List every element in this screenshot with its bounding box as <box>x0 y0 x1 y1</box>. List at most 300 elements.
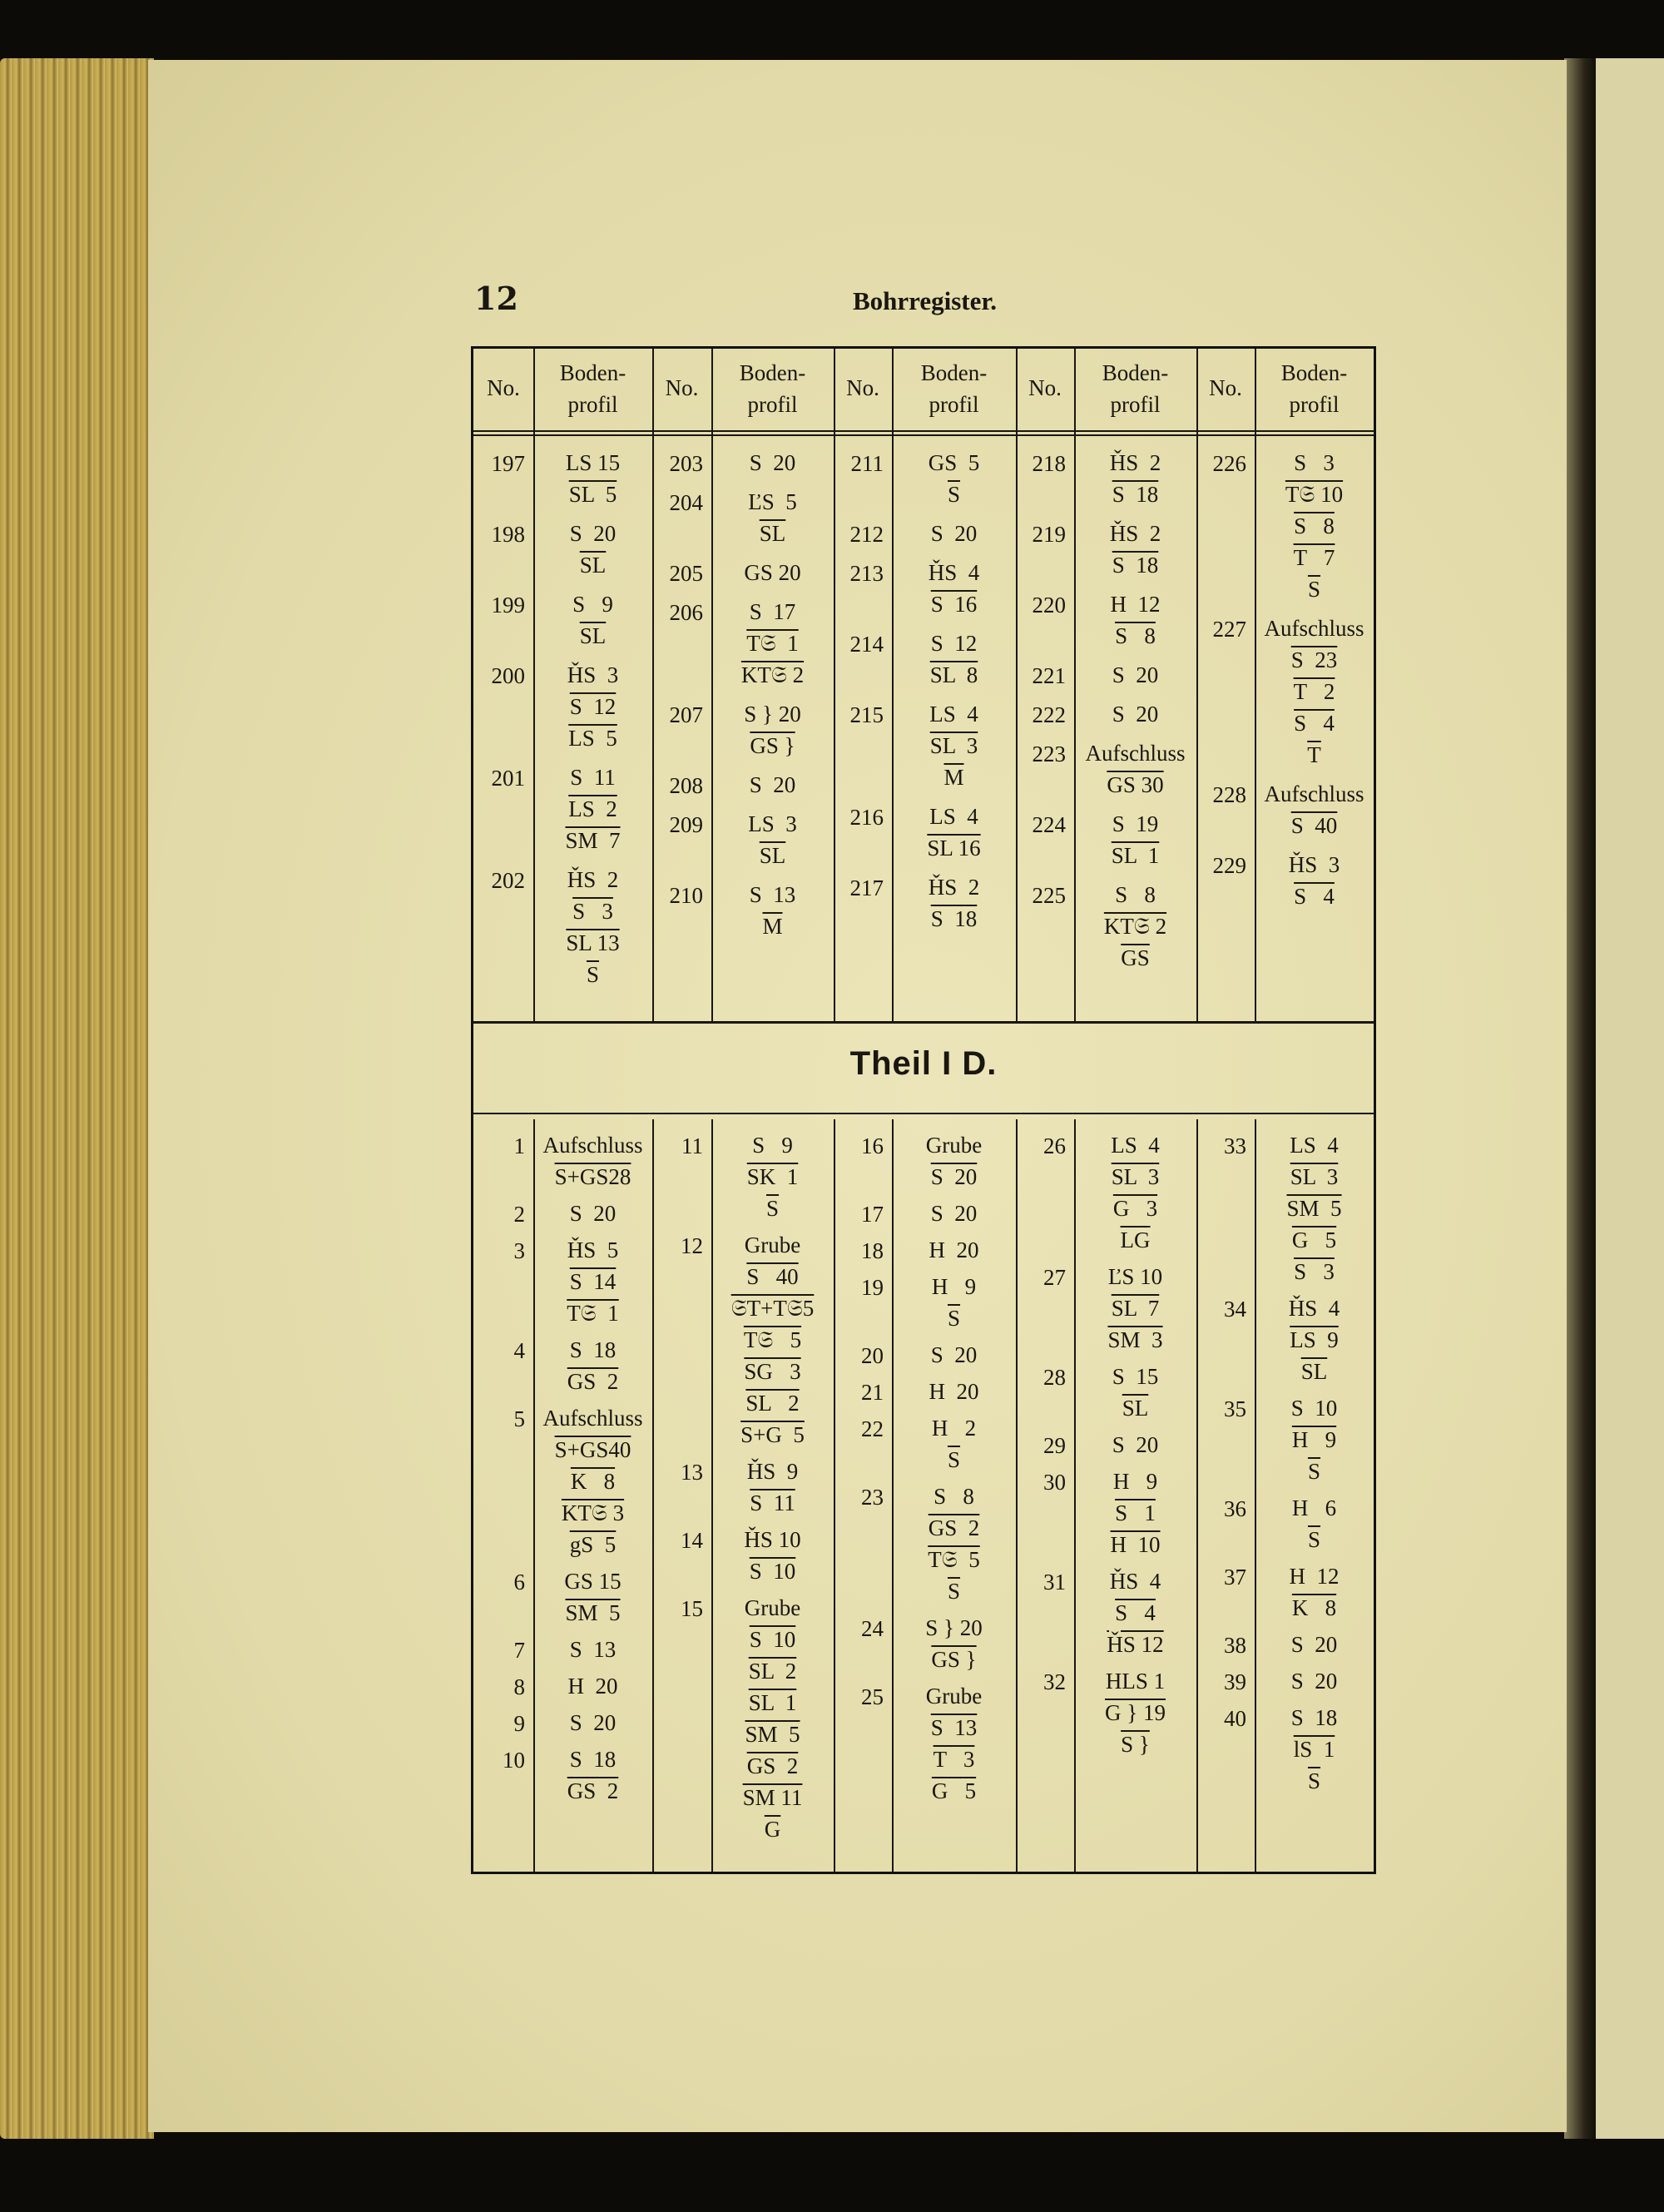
profile-layer: $\overline{M}$ <box>943 765 964 790</box>
soil-profile <box>533 1565 652 1629</box>
profile-layer: T𝔖 5 <box>743 1327 802 1352</box>
soil-profile <box>1074 1565 1196 1660</box>
bore-number: 35 <box>1224 1396 1246 1421</box>
soil-profile <box>533 659 652 754</box>
soil-profile <box>533 447 652 510</box>
profile-layer: S 12 <box>569 694 617 719</box>
soil-profile <box>1074 879 1196 974</box>
bore-number: 211 <box>850 451 884 476</box>
bore-number: 7 <box>513 1638 525 1663</box>
profile-layer: $\overline{SL}$ <box>1122 1396 1149 1421</box>
soil-profile <box>892 1376 1016 1407</box>
soil-profile <box>892 1339 1016 1371</box>
soil-profile <box>711 1229 834 1451</box>
profile-layer: lS 1 <box>1293 1737 1335 1762</box>
header-no: No. <box>1209 375 1242 400</box>
soil-profile <box>1074 1261 1196 1356</box>
profile-layer: S 18 <box>930 906 978 931</box>
profile-layer: S 18 <box>569 1747 617 1772</box>
bore-number: 227 <box>1212 617 1246 642</box>
profile-layer: ĽS 10 <box>1107 1264 1163 1289</box>
profile-layer: ȞS 2 <box>928 875 980 900</box>
profile-layer: S 15 <box>1112 1364 1159 1389</box>
profile-layer: Aufschluss <box>542 1133 643 1158</box>
soil-profile <box>711 1129 834 1224</box>
soil-profile <box>533 1634 652 1665</box>
bore-number: 33 <box>1224 1133 1246 1158</box>
profile-layer: S 20 <box>569 1201 617 1226</box>
soil-profile <box>1074 447 1196 510</box>
section-rule <box>473 1113 1374 1114</box>
profile-layer: $\overline{S}$ <box>947 1447 961 1472</box>
soil-profile <box>533 761 652 856</box>
soil-profile <box>1255 849 1374 912</box>
bore-number: 201 <box>491 766 525 791</box>
profile-layer: GS 2 <box>567 1369 619 1394</box>
soil-profile <box>892 698 1016 793</box>
facing-page <box>1596 58 1664 2139</box>
profile-layer: SL 2 <box>748 1659 797 1684</box>
bore-number: 18 <box>861 1238 884 1263</box>
profile-layer: GS } <box>931 1647 977 1672</box>
book-page-edges <box>0 58 154 2139</box>
bore-number: 198 <box>491 522 525 547</box>
soil-profile <box>892 1680 1016 1807</box>
profile-layer: S 8 <box>934 1484 974 1509</box>
soil-profile <box>1255 1702 1374 1797</box>
header-no: No. <box>665 375 699 400</box>
header-rule-double <box>473 434 1374 436</box>
profile-layer: S 40 <box>746 1264 799 1289</box>
profile-layer: S+GS28 <box>554 1164 631 1189</box>
soil-profile <box>533 1198 652 1229</box>
bore-number: 199 <box>491 593 525 617</box>
profile-layer: S 4 <box>1294 711 1335 736</box>
profile-layer: LS 4 <box>1111 1133 1160 1158</box>
soil-profile <box>1074 1466 1196 1560</box>
profile-layer: H 2 <box>931 1416 977 1441</box>
profile-layer: S 9 <box>572 592 613 617</box>
bore-number: 221 <box>1032 663 1066 688</box>
bore-number: 31 <box>1043 1570 1066 1595</box>
profile-layer: S 23 <box>1290 647 1338 672</box>
profile-layer: S 4 <box>1294 884 1335 909</box>
profile-layer: $\overline{S}$ <box>947 1579 961 1604</box>
soil-profile <box>711 808 834 871</box>
profile-layer: gS 5 <box>569 1532 617 1557</box>
bore-number: 37 <box>1224 1565 1246 1590</box>
bore-number: 202 <box>491 868 525 893</box>
profile-layer: G 3 <box>1112 1196 1158 1221</box>
profile-layer: $\overline{S}$ <box>1307 1527 1321 1552</box>
bore-number: 28 <box>1043 1365 1066 1390</box>
profile-layer: ȞS 5 <box>567 1237 619 1262</box>
profile-layer: S 11 <box>570 765 616 790</box>
profile-layer: $\overline{S}$ <box>765 1196 780 1221</box>
bore-number: 225 <box>1032 883 1066 908</box>
bore-number: 15 <box>681 1596 703 1621</box>
soil-profile <box>711 486 834 549</box>
profile-layer: SL 13 <box>566 930 620 955</box>
bore-number: 203 <box>669 451 703 476</box>
soil-profile <box>892 1612 1016 1675</box>
bore-number: 220 <box>1032 593 1066 617</box>
bore-number: 216 <box>849 805 884 830</box>
profile-layer: SM 7 <box>565 828 621 853</box>
profile-layer: S 8 <box>1115 882 1156 907</box>
bore-number: 200 <box>491 663 525 688</box>
soil-profile <box>892 447 1016 510</box>
soil-profile <box>1255 1129 1374 1287</box>
bore-number: 205 <box>669 561 703 586</box>
header-profile: Boden- profil <box>920 360 988 417</box>
profile-layer: S 20 <box>749 450 796 475</box>
profile-layer: LS 3 <box>748 811 797 836</box>
profile-layer: $\overline{G}$ <box>764 1817 781 1842</box>
soil-profile <box>1255 1665 1374 1697</box>
running-head: Bohrregister. <box>853 286 998 315</box>
borehole-register-table <box>471 346 1376 1874</box>
profile-layer: GS 5 <box>928 450 980 475</box>
header-rule <box>473 430 1374 432</box>
profile-layer: S } 20 <box>925 1615 983 1640</box>
bore-number: 8 <box>513 1674 525 1699</box>
bore-number: 210 <box>669 883 703 908</box>
soil-profile <box>711 1592 834 1845</box>
profile-layer: S 20 <box>930 1201 978 1226</box>
bore-number: 206 <box>669 600 703 625</box>
soil-profile <box>892 1412 1016 1475</box>
bore-number: 13 <box>681 1460 703 1485</box>
profile-layer: S 14 <box>569 1269 617 1294</box>
bore-number: 223 <box>1032 741 1066 766</box>
profile-layer: S 8 <box>1115 623 1156 648</box>
header-no: No. <box>487 375 520 400</box>
profile-layer: ȞS 2 <box>1109 521 1161 546</box>
soil-profile <box>711 557 834 588</box>
profile-layer: SM 5 <box>745 1722 800 1747</box>
profile-layer: S 20 <box>1290 1669 1338 1694</box>
profile-layer: S 4 <box>1115 1600 1156 1625</box>
profile-layer: S 13 <box>930 1715 978 1740</box>
bore-number: 204 <box>669 490 703 515</box>
bore-number: 25 <box>861 1684 884 1709</box>
profile-layer: $\overline{M}$ <box>762 914 783 939</box>
bore-number: 222 <box>1032 702 1066 727</box>
profile-layer: SK 1 <box>746 1164 799 1189</box>
profile-layer: S 1 <box>1115 1500 1156 1525</box>
profile-layer: $\overline{GS}$ <box>1121 945 1150 970</box>
bore-number: 26 <box>1043 1133 1066 1158</box>
bore-number: 208 <box>669 773 703 798</box>
profile-layer: LS 4 <box>929 702 978 727</box>
soil-profile <box>711 447 834 479</box>
soil-profile <box>533 1743 652 1807</box>
soil-profile <box>1255 1392 1374 1487</box>
bore-number: 39 <box>1224 1669 1246 1694</box>
profile-layer: SL 3 <box>1290 1164 1339 1189</box>
bore-number: 27 <box>1043 1265 1066 1290</box>
profile-layer: LS 2 <box>568 796 617 821</box>
bore-number: 12 <box>681 1233 703 1258</box>
bore-number: 22 <box>861 1416 884 1441</box>
profile-layer: H 20 <box>567 1674 618 1699</box>
profile-layer: H 6 <box>1291 1495 1337 1520</box>
profile-layer: $\overline{S}$ <box>947 482 961 507</box>
profile-layer: S 20 <box>930 1164 978 1189</box>
bore-number: 10 <box>503 1748 525 1773</box>
soil-profile <box>892 557 1016 620</box>
header-profile: Boden- profil <box>1102 360 1169 417</box>
soil-profile <box>533 1334 652 1397</box>
bore-number: 30 <box>1043 1470 1066 1495</box>
bore-number: 23 <box>861 1485 884 1510</box>
profile-layer: SM 11 <box>742 1785 803 1810</box>
profile-layer: S 20 <box>930 1342 978 1367</box>
profile-layer: SL 8 <box>929 662 978 687</box>
profile-layer: ȞS 3 <box>567 662 619 687</box>
profile-layer: T 3 <box>933 1747 975 1772</box>
profile-layer: H 20 <box>929 1237 979 1262</box>
profile-layer: ȞS 4 <box>928 560 980 585</box>
profile-layer: S 3 <box>1294 450 1335 475</box>
profile-layer: SG 3 <box>744 1359 801 1384</box>
soil-profile <box>1074 1361 1196 1424</box>
bore-number: 5 <box>513 1406 525 1431</box>
soil-profile <box>1074 737 1196 801</box>
bore-number: 1 <box>513 1133 525 1158</box>
profile-layer: S 20 <box>1290 1632 1338 1657</box>
profile-layer: S 13 <box>749 882 796 907</box>
soil-profile <box>892 801 1016 864</box>
soil-profile <box>533 518 652 581</box>
bore-number: 226 <box>1212 451 1246 476</box>
bore-number: 215 <box>849 702 884 727</box>
bore-number: 20 <box>861 1343 884 1368</box>
soil-profile <box>711 1456 834 1519</box>
profile-layer: S 10 <box>1290 1396 1338 1421</box>
profile-layer: $\overline{S}$ <box>1307 1768 1321 1793</box>
profile-layer: Grube <box>925 1133 983 1158</box>
profile-layer: $\overline{T}$ <box>1307 742 1321 767</box>
profile-layer: S 18 <box>1290 1705 1338 1730</box>
profile-layer: S 20 <box>1112 662 1159 687</box>
profile-layer: T𝔖 5 <box>928 1547 980 1572</box>
profile-layer: S 17 <box>749 599 796 624</box>
soil-profile <box>533 1234 652 1329</box>
profile-layer: H 12 <box>1289 1564 1340 1589</box>
soil-profile <box>711 1524 834 1587</box>
bore-number: 212 <box>849 522 884 547</box>
profile-layer: SM 5 <box>565 1600 621 1625</box>
profile-layer: S 20 <box>569 521 617 546</box>
profile-layer: SM 3 <box>1107 1327 1163 1352</box>
bore-number: 24 <box>861 1616 884 1641</box>
bore-number: 209 <box>669 812 703 837</box>
profile-layer: GS 15 <box>564 1569 622 1594</box>
soil-profile <box>711 769 834 801</box>
profile-layer: LS 9 <box>1290 1327 1339 1352</box>
profile-layer: 𝔖T+T𝔖5 <box>730 1296 815 1321</box>
profile-layer: SL 3 <box>1111 1164 1160 1189</box>
soil-profile <box>533 864 652 990</box>
profile-layer: KT𝔖 2 <box>740 662 805 687</box>
profile-layer: S 20 <box>1112 1432 1159 1457</box>
soil-profile <box>1255 778 1374 841</box>
profile-layer: S 8 <box>1294 513 1335 538</box>
bore-number: 36 <box>1224 1496 1246 1521</box>
profile-layer: LS 4 <box>929 804 978 829</box>
profile-layer: $\overline{SL}$ <box>579 553 607 578</box>
bore-number: 217 <box>849 875 884 900</box>
profile-layer: K 8 <box>570 1469 616 1494</box>
profile-layer: GS 2 <box>567 1778 619 1803</box>
soil-profile <box>1074 1429 1196 1461</box>
bore-number: 34 <box>1224 1297 1246 1322</box>
bore-number: 38 <box>1224 1633 1246 1658</box>
profile-layer: ȞS 3 <box>1288 852 1340 877</box>
profile-layer: ȞS 2 <box>567 867 619 892</box>
profile-layer: S 3 <box>572 899 613 924</box>
page-number: 12 <box>474 280 518 317</box>
bore-number: 4 <box>513 1338 525 1363</box>
profile-layer: $\overline{SL}$ <box>759 843 786 868</box>
profile-layer: KT𝔖 2 <box>1103 914 1167 939</box>
bore-number: 21 <box>861 1380 884 1405</box>
bore-number: 229 <box>1212 853 1246 878</box>
bore-number: 32 <box>1043 1669 1066 1694</box>
profile-layer: G } 19 <box>1105 1700 1166 1725</box>
bore-number: 29 <box>1043 1433 1066 1458</box>
soil-profile <box>1074 1665 1196 1760</box>
profile-layer: G 5 <box>1291 1228 1337 1252</box>
profile-layer: ȞS 2 <box>1109 450 1161 475</box>
profile-layer: H 12 <box>1110 592 1161 617</box>
profile-layer: S 11 <box>750 1490 795 1515</box>
soil-profile <box>533 1129 652 1193</box>
bore-number: 207 <box>669 702 703 727</box>
profile-layer: $\overline{S}$ <box>1307 577 1321 602</box>
header-profile: Boden- profil <box>1280 360 1348 417</box>
header-no: No. <box>1028 375 1062 400</box>
profile-layer: Aufschluss <box>1085 741 1186 766</box>
profile-layer: G 5 <box>931 1778 977 1803</box>
soil-profile <box>1255 1560 1374 1624</box>
soil-profile <box>892 1480 1016 1607</box>
book-gutter <box>1564 58 1597 2139</box>
bore-number: 2 <box>513 1202 525 1227</box>
profile-layer: SL 2 <box>745 1391 800 1416</box>
profile-layer: Grube <box>744 1595 801 1620</box>
soil-profile <box>533 1402 652 1560</box>
bore-number: 6 <box>513 1570 525 1595</box>
profile-layer: H 20 <box>929 1379 979 1404</box>
profile-layer: $\overline{S}$ <box>586 962 600 987</box>
profile-layer: SL 5 <box>568 482 617 507</box>
profile-layer: S+GS40 <box>554 1437 631 1462</box>
profile-layer: GS 20 <box>744 560 801 585</box>
soil-profile <box>1074 1129 1196 1256</box>
header-no: No. <box>846 375 879 400</box>
soil-profile <box>1255 1492 1374 1555</box>
profile-layer: SL 7 <box>1111 1296 1160 1321</box>
profile-layer: ȞS 4 <box>1109 1569 1161 1594</box>
profile-layer: S 9 <box>752 1133 793 1158</box>
bore-number: 228 <box>1212 782 1246 807</box>
profile-layer: SL 3 <box>929 733 978 758</box>
profile-layer: H 9 <box>1291 1427 1337 1452</box>
profile-layer: LS 5 <box>568 726 617 751</box>
profile-layer: KT𝔖 3 <box>561 1500 625 1525</box>
soil-profile <box>711 698 834 761</box>
profile-layer: Aufschluss <box>542 1406 643 1431</box>
profile-layer: $\overline{SL}$ <box>759 521 786 546</box>
profile-layer: S 13 <box>569 1637 617 1662</box>
bore-number: 224 <box>1032 812 1066 837</box>
soil-profile <box>892 1129 1016 1193</box>
profile-layer: $\overline{LG}$ <box>1120 1228 1151 1252</box>
profile-layer: ȞS 10 <box>744 1527 801 1552</box>
profile-layer: S 20 <box>1112 702 1159 727</box>
profile-layer: SL 1 <box>1111 843 1160 868</box>
profile-layer: GS 30 <box>1107 772 1164 797</box>
profile-layer: Grube <box>925 1684 983 1709</box>
soil-profile <box>711 596 834 691</box>
profile-layer: SL 16 <box>927 836 981 860</box>
profile-layer: Aufschluss <box>1264 781 1364 806</box>
bore-number: 219 <box>1032 522 1066 547</box>
profile-layer: ȞS 9 <box>746 1459 799 1484</box>
bore-number: 197 <box>491 451 525 476</box>
bore-number: 16 <box>861 1133 884 1158</box>
profile-layer: T 2 <box>1293 679 1335 704</box>
profile-layer: S 10 <box>749 1559 796 1584</box>
bore-number: 19 <box>861 1275 884 1300</box>
profile-layer: H 10 <box>1110 1532 1161 1557</box>
profile-layer: S 3 <box>1294 1259 1335 1284</box>
profile-layer: $\overline{S}$ <box>1307 1459 1321 1484</box>
profile-layer: S 18 <box>1112 482 1159 507</box>
bore-number: 214 <box>849 632 884 657</box>
section-title: Theil I D. <box>849 1045 998 1082</box>
profile-layer: T𝔖 1 <box>567 1301 619 1326</box>
soil-profile <box>892 1271 1016 1334</box>
soil-profile <box>892 1234 1016 1266</box>
soil-profile <box>1255 1292 1374 1387</box>
soil-profile <box>892 518 1016 549</box>
profile-layer: S 19 <box>1112 811 1159 836</box>
soil-profile <box>1255 1629 1374 1660</box>
soil-profile <box>1255 613 1374 771</box>
profile-layer: ȞS 4 <box>1288 1296 1340 1321</box>
soil-profile <box>892 871 1016 935</box>
profile-layer: SM 5 <box>1286 1196 1342 1221</box>
bore-number: 11 <box>681 1133 703 1158</box>
bore-number: 40 <box>1224 1706 1246 1731</box>
soil-profile <box>533 588 652 652</box>
profile-layer: ȞS 12 <box>1107 1632 1164 1657</box>
soil-profile <box>1074 698 1196 730</box>
profile-layer: LS 15 <box>565 450 621 475</box>
soil-profile <box>1255 447 1374 605</box>
profile-layer: K 8 <box>1291 1595 1337 1620</box>
profile-layer: S 20 <box>749 772 796 797</box>
profile-layer: Grube <box>744 1232 801 1257</box>
profile-layer: LS 4 <box>1290 1133 1339 1158</box>
soil-profile <box>533 1707 652 1738</box>
bore-number: 14 <box>681 1528 703 1553</box>
profile-layer: S 10 <box>749 1627 796 1652</box>
